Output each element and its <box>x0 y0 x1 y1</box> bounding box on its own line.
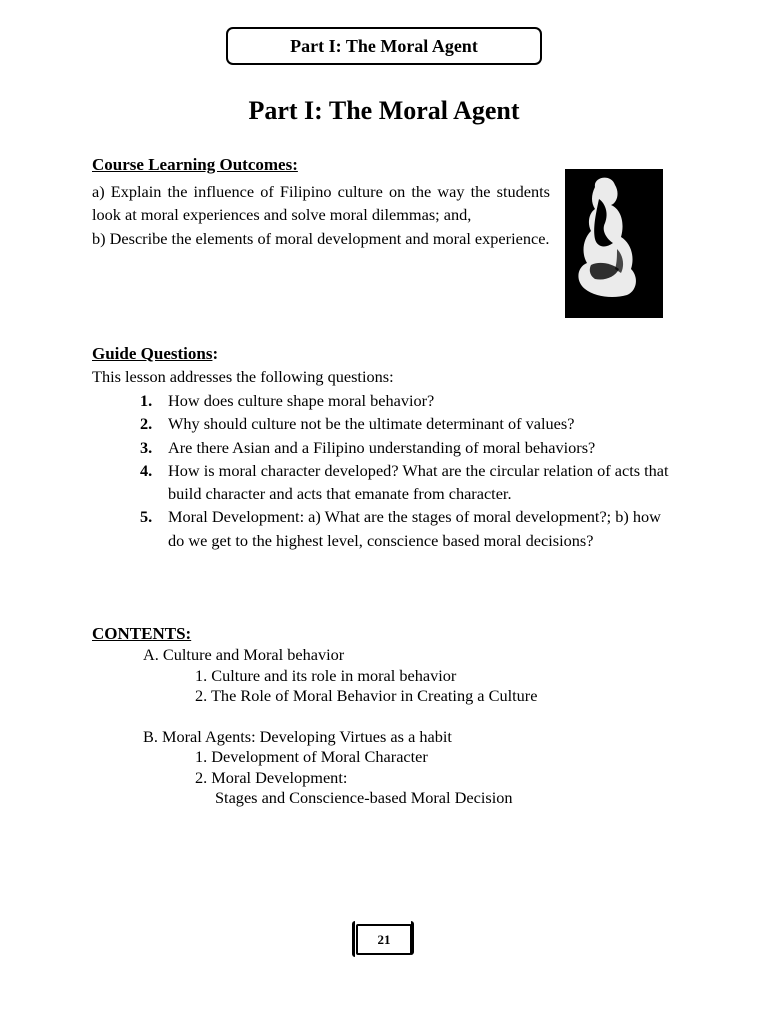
list-item: 2. Why should culture not be the ultimate determinant of values? <box>140 414 575 434</box>
page-title: Part I: The Moral Agent <box>248 96 520 125</box>
contents-section-b: B. Moral Agents: Developing Virtues as a habit <box>143 727 452 746</box>
header-title: Part I: The Moral Agent <box>290 35 478 56</box>
contents-item-b2: 2. Moral Development: <box>195 768 348 787</box>
list-item: 1. How does culture shape moral behavior? <box>140 391 435 410</box>
contents-item-b2-sub: Stages and Conscience-based Moral Decision <box>215 788 513 807</box>
contents-item-a1: 1. Culture and its role in moral behavior <box>195 666 457 685</box>
header-title-box <box>226 27 542 65</box>
outcomes-heading: Course Learning Outcomes: <box>92 155 298 174</box>
list-item: 5. Moral Development: a) What are the stages of moral development?; b) how do we get to the highest level, conscience based moral decisions? <box>140 507 661 550</box>
page-number-scroll <box>352 921 414 957</box>
contents-heading: CONTENTS: <box>92 624 192 643</box>
thinker-statue-image <box>565 169 663 318</box>
contents-item-a2: 2. The Role of Moral Behavior in Creating a Culture <box>195 686 538 705</box>
guide-heading: Guide Questions: <box>92 344 219 363</box>
list-item: 4. How is moral character developed? What are the circular relation of acts that build character and acts that emanate from character. <box>140 460 669 504</box>
list-item: 3. Are there Asian and a Filipino understanding of moral behaviors? <box>140 437 596 457</box>
contents-section-a: A. Culture and Moral behavior <box>143 645 345 664</box>
page-number: 21 <box>356 924 412 955</box>
outcome-a: a) Explain the influence of Filipino culture on the way the students look at moral experiences and solve moral dilemmas; and, <box>92 182 550 225</box>
question-list <box>140 389 680 552</box>
outcomes-text <box>92 180 550 250</box>
guide-intro: This lesson addresses the following questions: <box>92 367 394 386</box>
outcome-b: b) Describe the elements of moral development and moral experience. <box>92 228 550 248</box>
contents-item-b1: 1. Development of Moral Character <box>195 747 428 766</box>
